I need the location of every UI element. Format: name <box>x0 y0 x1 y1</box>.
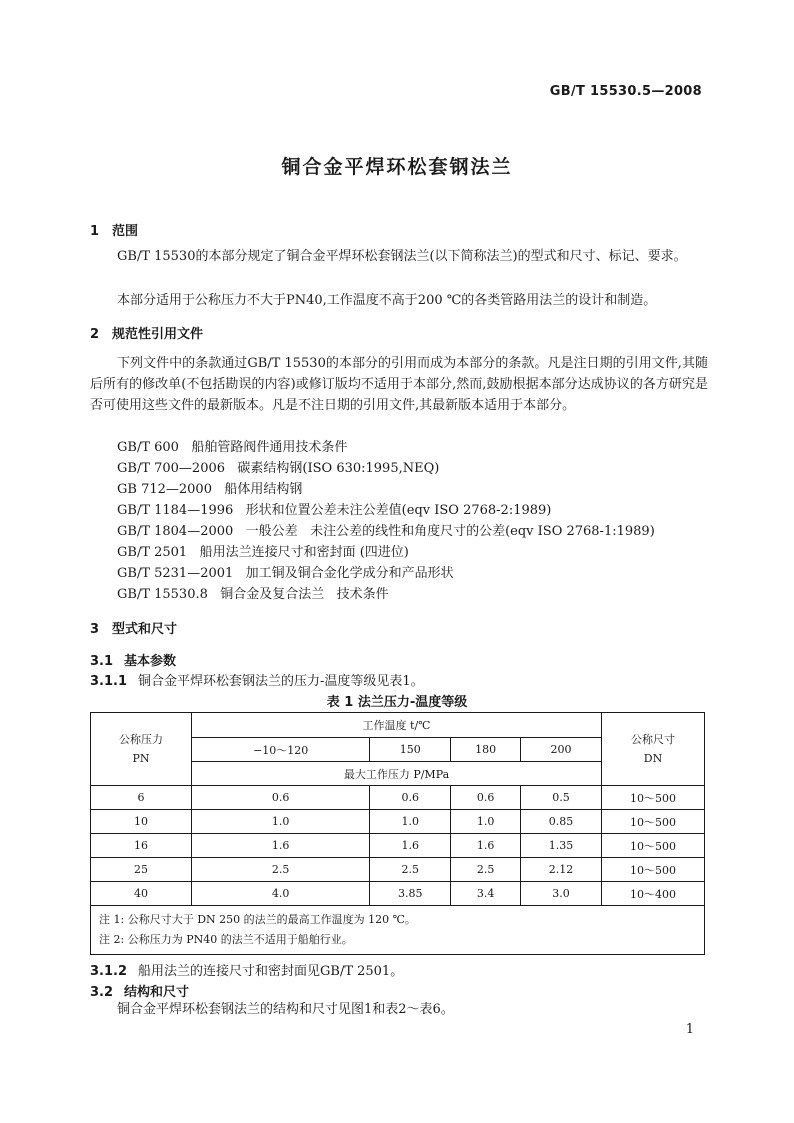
section-3-2-heading <box>90 981 189 1000</box>
reference-item: GB/T 15530.8 铜合金及复合法兰 技术条件 <box>117 587 389 602</box>
reference-item: GB/T 700—2006 碳素结构钢(ISO 630:1995,NEQ) <box>117 461 440 476</box>
cell-value: 2.5 <box>192 858 370 882</box>
section-3-1-1 <box>90 670 424 689</box>
cell-dn: 10～500 <box>602 834 705 858</box>
section-3-number: 3 <box>90 622 100 637</box>
temp-header: 180 <box>451 738 521 762</box>
cell-value: 0.6 <box>192 786 370 810</box>
table-notes <box>91 906 705 955</box>
cell-pn: 16 <box>91 834 192 858</box>
table-note: 注 1: 公称尺寸大于 DN 250 的法兰的最高工作温度为 120 ℃。 <box>99 913 416 926</box>
cell-value: 2.5 <box>451 858 521 882</box>
section-2-title: 规范性引用文件 <box>112 327 204 342</box>
table-1-caption: 表 1 法兰压力-温度等级 <box>326 695 468 710</box>
reference-item: GB/T 1184—1996 形状和位置公差未注公差值(eqv ISO 2768-2:1989) <box>117 503 552 518</box>
cell-dn: 10～500 <box>602 786 705 810</box>
cell-value: 1.6 <box>192 834 370 858</box>
cell-pn: 25 <box>91 858 192 882</box>
section-3-1-2 <box>90 960 403 979</box>
cell-value: 3.85 <box>370 882 451 906</box>
cell-value: 1.0 <box>370 810 451 834</box>
reference-item: GB 712—2000 船体用结构钢 <box>117 482 303 497</box>
section-3-1-2-number: 3.1.2 <box>90 964 128 979</box>
section-3-title: 型式和尺寸 <box>112 622 178 637</box>
temp-header: −10～120 <box>192 738 370 762</box>
table-row <box>91 786 705 810</box>
cell-value: 0.6 <box>370 786 451 810</box>
section-3-heading <box>90 618 177 637</box>
cell-pn: 10 <box>91 810 192 834</box>
cell-value: 0.6 <box>451 786 521 810</box>
section-3-2-text: 铜合金平焊环松套钢法兰的结构和尺寸见图1和表2～表6。 <box>117 1002 454 1017</box>
table-row <box>91 834 705 858</box>
section-2-heading <box>90 323 203 342</box>
section-3-1-heading <box>90 650 176 669</box>
header-working-temperature: 工作温度 t/℃ <box>192 713 602 738</box>
cell-dn: 10～400 <box>602 882 705 906</box>
document-title: 铜合金平焊环松套钢法兰 <box>281 156 513 178</box>
section-2-paragraph-1: 下列文件中的条款通过GB/T 15530的本部分的引用而成为本部分的条款。凡是注日期的引用文件,其随后所有的修改单(不包括勘误的内容)或修订版均不适用于本部分,然而,鼓励根据本部分达成协议的各方研究是否可使用这些文件的最新版本。凡是不注日期的引用文件,其最新版本适用于本部分。 <box>90 356 708 413</box>
cell-pn: 6 <box>91 786 192 810</box>
table-row <box>91 810 705 834</box>
cell-value: 2.12 <box>520 858 601 882</box>
reference-item: GB/T 5231—2001 加工铜及铜合金化学成分和产品形状 <box>117 566 454 581</box>
header-max-working-pressure: 最大工作压力 P/MPa <box>192 762 602 786</box>
section-1-heading <box>90 220 138 239</box>
section-3-1-title: 基本参数 <box>124 654 177 669</box>
section-3-2-title: 结构和尺寸 <box>124 985 190 1000</box>
cell-value: 3.0 <box>520 882 601 906</box>
section-3-1-2-text: 船用法兰的连接尺寸和密封面见GB/T 2501。 <box>138 964 404 979</box>
cell-value: 2.5 <box>370 858 451 882</box>
temp-header: 150 <box>370 738 451 762</box>
reference-item: GB/T 2501 船用法兰连接尺寸和密封面 (四进位) <box>117 545 409 560</box>
reference-item: GB/T 1804—2000 一般公差 未注公差的线性和角度尺寸的公差(eqv ISO 2768-1:1989) <box>117 524 655 539</box>
cell-value: 1.0 <box>451 810 521 834</box>
table-note: 注 2: 公称压力为 PN40 的法兰不适用于船舶行业。 <box>99 933 353 946</box>
header-nominal-pressure: 公称压力 PN <box>91 713 192 786</box>
reference-item: GB/T 600 船舶管路阀件通用技术条件 <box>117 440 348 455</box>
cell-value: 1.6 <box>370 834 451 858</box>
pressure-temperature-table <box>90 712 705 955</box>
section-1-title: 范围 <box>112 224 139 239</box>
cell-dn: 10～500 <box>602 810 705 834</box>
cell-value: 0.5 <box>520 786 601 810</box>
page-number: 1 <box>685 1022 694 1037</box>
section-1-paragraph-2: 本部分适用于公称压力不大于PN40,工作温度不高于200 ℃的各类管路用法兰的设计和制造。 <box>117 293 657 308</box>
cell-value: 3.4 <box>451 882 521 906</box>
cell-value: 1.6 <box>451 834 521 858</box>
cell-value: 4.0 <box>192 882 370 906</box>
table-row <box>91 882 705 906</box>
cell-value: 1.35 <box>520 834 601 858</box>
section-3-1-1-text: 铜合金平焊环松套钢法兰的压力-温度等级见表1。 <box>138 674 424 689</box>
temp-header: 200 <box>520 738 601 762</box>
section-3-1-number: 3.1 <box>90 654 114 669</box>
header-nominal-size: 公称尺寸 DN <box>602 713 705 786</box>
cell-value: 0.85 <box>520 810 601 834</box>
table-row <box>91 858 705 882</box>
cell-pn: 40 <box>91 882 192 906</box>
section-1-number: 1 <box>90 224 100 239</box>
cell-value: 1.0 <box>192 810 370 834</box>
cell-dn: 10～500 <box>602 858 705 882</box>
section-3-2-number: 3.2 <box>90 985 114 1000</box>
section-2-number: 2 <box>90 327 100 342</box>
section-1-paragraph-1: GB/T 15530的本部分规定了铜合金平焊环松套钢法兰(以下简称法兰)的型式和尺寸、标记、要求。 <box>117 249 687 264</box>
section-3-1-1-number: 3.1.1 <box>90 674 128 689</box>
standard-code: GB/T 15530.5—2008 <box>549 84 702 99</box>
